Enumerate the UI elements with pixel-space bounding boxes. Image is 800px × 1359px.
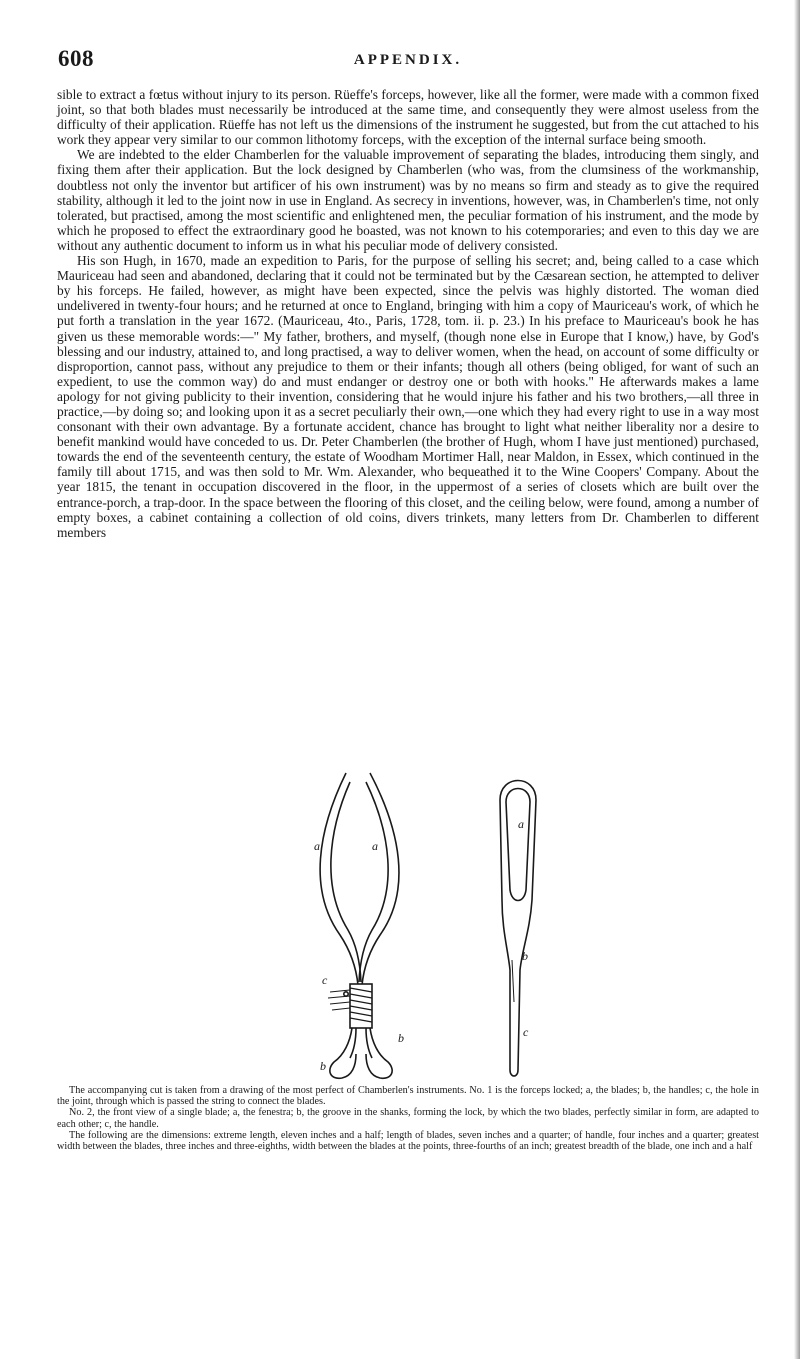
fig1-label-b-left: b bbox=[320, 1059, 326, 1073]
figure-caption bbox=[57, 1085, 759, 1152]
paragraph-3: His son Hugh, in 1670, made an expedition to Paris, for the purpose of selling his secret; and, being called to a case which Mauriceau had seen and abandoned, declaring that it could not be terminated but by the Cæsarean section, he attempted to deliver by his forceps. He failed, however, as might have been expected, since the pelvis was highly distorted. The woman died undelivered in twenty-four hours; and he returned at once to England, bringing with him a copy of Mauriceau's work, of which he put forth a translation in the year 1672. (Mauriceau, 4to., Paris, 1728, tom. ii. p. 23.) In his preface to Mauriceau's book he has given us these memorable words:—" My father, brothers, and myself, (though none else in Europe that I know,) have, by God's blessing and our industry, attained to, and long practised, a way to deliver women, when the head, on account of some difficulty or disproportion, cannot pass, without any prejudice to them or their infants; though all others (being obliged, for want of such an expedient, to use the common way) do and must endanger or destroy one or both with hooks." He afterwards makes a lame apology for not giving publicity to their invention, considering that he would injure his father and his two brothers,—all three in practice,—by doing so; and looking upon it as a secret peculiarly their own,—one which they had every right to use in a way most consonant with their own advantage. By a fortunate accident, chance has brought to light what neither liberality nor a desire to benefit mankind would have conceded to us. Dr. Peter Chamberlen (the brother of Hugh, whom I have just mentioned) purchased, towards the end of the seventeenth century, the estate of Woodham Mortimer Hall, near Maldon, in Essex, which continued in the family till about 1715, and was then sold to Mr. Wm. Alexander, who bequeathed it to the Wine Coopers' Company. About the year 1815, the tenant in occupation discovered in the floor, in the uppermost of a series of closets which are built over the entrance-porch, a trap-door. In the space between the flooring of this closet, and the ceiling below, were found, among a number of empty boxes, a cabinet containing a collection of old coins, divers trinkets, many letters from Dr. Chamberlen to different members bbox=[57, 253, 759, 540]
caption-paragraph-3: The following are the dimensions: extreme length, eleven inches and a half; length of blades, seven inches and a quarter; of handle, four inches and a quarter; greatest width between the blades, three inches and three-eighths, width between the blades at the points, three-fourths of an inch; greatest breadth of the blade, one inch and a half bbox=[57, 1129, 759, 1153]
forceps-no-1-locked bbox=[320, 773, 399, 1078]
fig1-label-b-right: b bbox=[398, 1031, 404, 1045]
fig1-label-a-left: a bbox=[314, 839, 320, 853]
caption-paragraph-1: The accompanying cut is taken from a drawing of the most perfect of Chamberlen's instruments. No. 1 is the forceps locked; a, the blades; b, the handles; c, the hole in the joint, through which is passed the string to connect the blades. bbox=[57, 1085, 759, 1108]
fig1-label-a-right: a bbox=[372, 839, 378, 853]
caption-paragraph-2: No. 2, the front view of a single blade; a, the fenestra; b, the groove in the shanks, forming the lock, by which the two blades, perfectly similar in form, are adapted to each other; c, the handle. bbox=[57, 1107, 759, 1130]
page-edge-shadow bbox=[794, 0, 800, 1359]
fig1-label-c: c bbox=[322, 973, 328, 987]
fig2-label-a: a bbox=[518, 817, 524, 831]
running-head: APPENDIX. bbox=[353, 52, 463, 68]
page-number: 608 bbox=[58, 46, 94, 71]
forceps-drawing bbox=[300, 770, 580, 1082]
paragraph-2: We are indebted to the elder Chamberlen for the valuable improvement of separating the blades, introducing them singly, and fixing them after their application. But the lock designed by Chamberlen (who was, from the clumsiness of the workmanship, doubtless not only the inventor but artificer of his own instrument) was by no means so firm and steady as to give the required stability, although it led to the joint now in use in England. As secrecy in inventions, however, was, in Chamberlen's time, not only tolerated, but practised, among the most scientific and enlightened men, the peculiar formation of his instrument, and the mode by which he proposed to effect the extraordinary good he boasted, was not known to his cotemporaries; and even to this day we are without any authentic document to inform us in what his peculiar mode of delivery consisted. bbox=[57, 147, 759, 253]
page-header bbox=[58, 46, 758, 76]
fig2-label-c: c bbox=[523, 1025, 529, 1039]
body-text bbox=[57, 87, 759, 540]
paragraph-1: sible to extract a fœtus without injury to its person. Rüeffe's forceps, however, like all the former, were made with a common fixed joint, so that both blades must necessarily be introduced at the same time, and consequently they were almost useless from the difficulty of their application. Rüeffe has not left us the dimensions of the instrument he suggested, but from the cut attached to his work they appear very similar to our common lithotomy forceps, with the exception of the internal surface being smooth. bbox=[57, 87, 759, 148]
forceps-illustration bbox=[300, 770, 580, 1082]
fig2-label-b: b bbox=[522, 949, 528, 963]
